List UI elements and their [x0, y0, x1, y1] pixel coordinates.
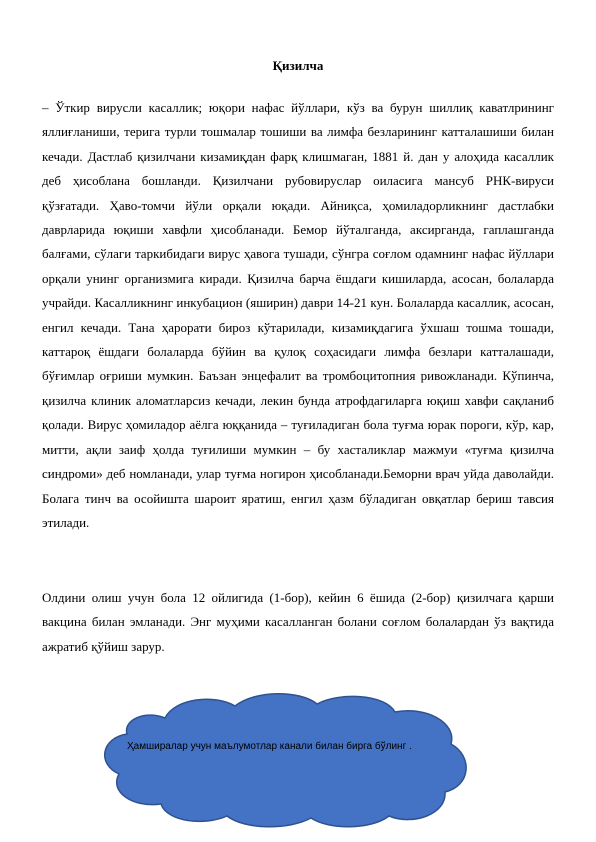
cloud-outline	[105, 694, 466, 827]
body-paragraph-2: Олдини олиш учун бола 12 ойлигида (1-бор), кейин 6 ёшида (2-бор) қизилчага қарши вакцина билан эмланади. Энг муҳими касалланган болани соғлом болалардан ўз вақтида ажратиб қўйиш зарур.	[42, 590, 554, 654]
document-title: Қизилча	[272, 58, 324, 73]
callout-text: Ҳамширалар учун маълумотлар канали билан бирга бўлинг .	[127, 741, 412, 752]
callout-cloud-shape	[95, 688, 475, 828]
body-paragraph-1: – Ўткир вирусли касаллик; юқори нафас йўллари, кўз ва бурун шиллиқ каватлрининг яллиғланиши, терига турли тошмалар тошиши ва лимфа безларининг катталашиши билан кечади. Дастлаб қизилчани кизамиқдан фарқ клишмаган, 1881 й. дан у алоҳида касаллик деб ҳисоблана бошланди. Қизилчани рубовируслар оиласига мансуб РНК-вируси қўзғатади. Ҳаво-томчи йўли орқали юқади. Айниқса, ҳомиладорликнинг дастлабки даврларида юқиши хавфли ҳисобланади. Бемор йўталганда, аксирганда, гаплашганда балғами, сўлаги таркибидаги вирус ҳавога тушади, сўнгра соғлом одамнинг нафас йўллари орқали унинг организмига киради. Қизилча барча ёшдаги кишиларда, асосан, болаларда учрайди. Касалликнинг инкубацион (яширин) даври 14-21 кун. Болаларда касаллик, асосан, енгил кечади. Тана ҳарорати бироз кўтарилади, кизамиқдагига ўхшаш тошма тошади, каттароқ ёшдаги болаларда бўйин ва қулоқ соҳасидаги лимфа безлари катталашади, бўғимлар оғриши мумкин. Баъзан энцефалит ва тромбоцитопния ривожланади. Кўпинча, қизилча клиник аломатларсиз кечади, лекин бунда атрофдагиларга юқиш хавфи сақланиб қолади. Вирус ҳомиладор аёлга юққанида – туғиладиган бола туғма юрак пороги, кўр, кар, митти, ақли заиф ҳолда туғилиши мумкин – бу хасталиклар мажмуи «туғма қизилча синдроми» деб номланади, улар туғма ногирон ҳисобланади.Беморни врач уйда даволайди. Болага тинч ва осойишта шароит яратиш, енгил ҳазм бўладиган овқатлар бериш тавсия этилади.	[42, 100, 554, 530]
